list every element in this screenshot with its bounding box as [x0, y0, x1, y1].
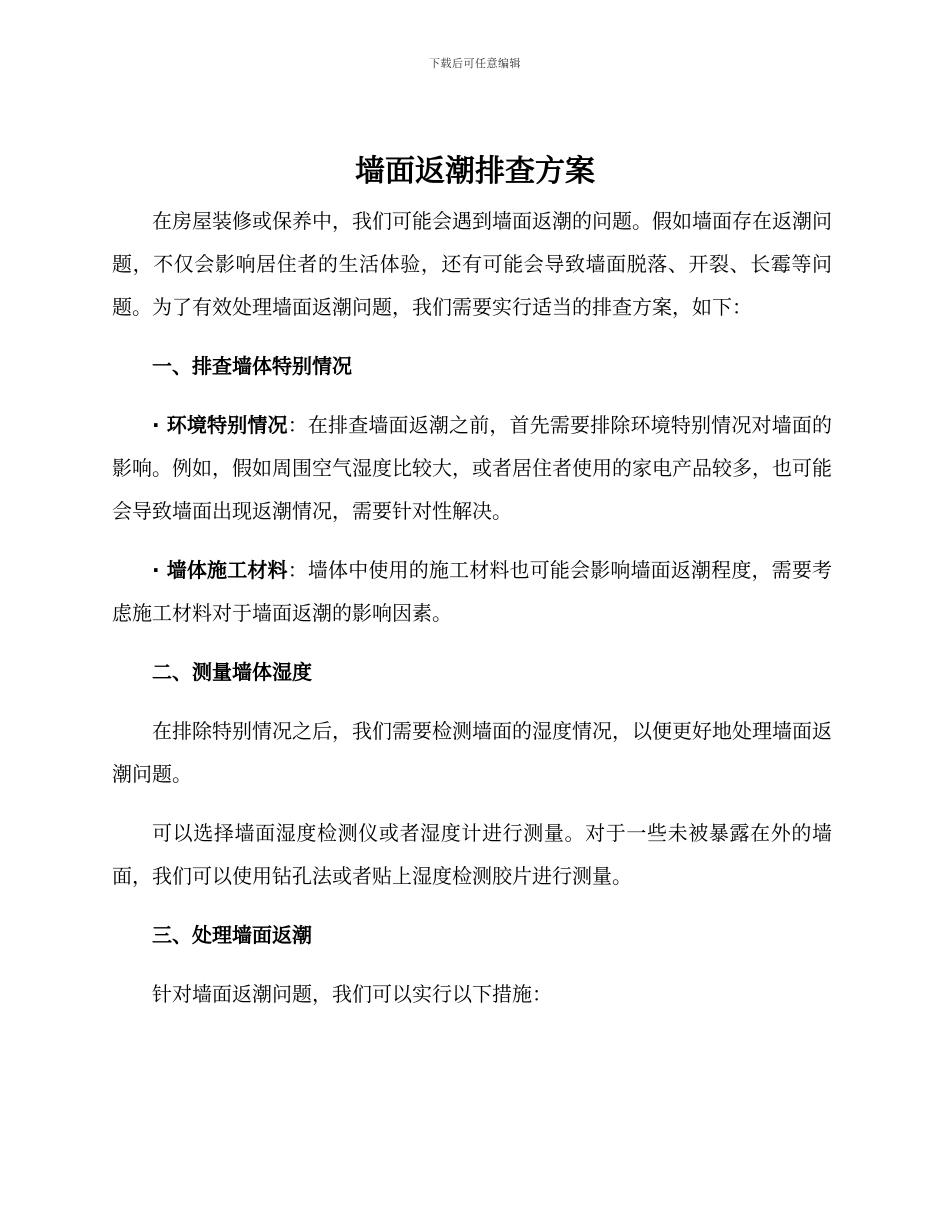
- section2-paragraph1: 在排除特别情况之后，我们需要检测墙面的湿度情况，以便更好地处理墙面返潮问题。: [112, 719, 832, 786]
- section3-heading: 三、处理墙面返潮: [152, 923, 312, 947]
- bullet1-text: ：在排查墙面返潮之前，首先需要排除环境特别情况对墙面的影响。例如，假如周围空气湿度比较大，或者居住者使用的家电产品较多，也可能会导致墙面出现返潮情况，需要针对性解决。: [112, 413, 833, 523]
- document-title: 墙面返潮排查方案: [355, 154, 595, 189]
- section2-heading: 二、测量墙体湿度: [152, 660, 312, 684]
- bullet2-lead: · 墙体施工材料: [152, 558, 288, 582]
- section2-paragraph2: 可以选择墙面湿度检测仪或者湿度计进行测量。对于一些未被暴露在外的墙面，我们可以使用钻孔法或者贴上湿度检测胶片进行测量。: [112, 821, 832, 888]
- intro-paragraph: 在房屋装修或保养中，我们可能会遇到墙面返潮的问题。假如墙面存在返潮问题，不仅会影响居住者的生活体验，还有可能会导致墙面脱落、开裂、长霉等问题。为了有效处理墙面返潮问题，我们需要实行适当的排查方案，如下：: [112, 209, 832, 319]
- bullet2-text: ：墙体中使用的施工材料也可能会影响墙面返潮程度，需要考虑施工材料对于墙面返潮的影响因素。: [112, 558, 833, 625]
- header-note: 下载后可任意编辑: [429, 57, 521, 70]
- document-body: [112, 200, 832, 1016]
- bullet1-lead: · 环境特别情况: [152, 413, 288, 437]
- section1-bullet1: [112, 404, 832, 533]
- section1-heading: 一、排查墙体特别情况: [152, 354, 352, 378]
- section1-bullet2: [112, 549, 832, 635]
- section3-paragraph1: 针对墙面返潮问题，我们可以实行以下措施：: [152, 982, 552, 1006]
